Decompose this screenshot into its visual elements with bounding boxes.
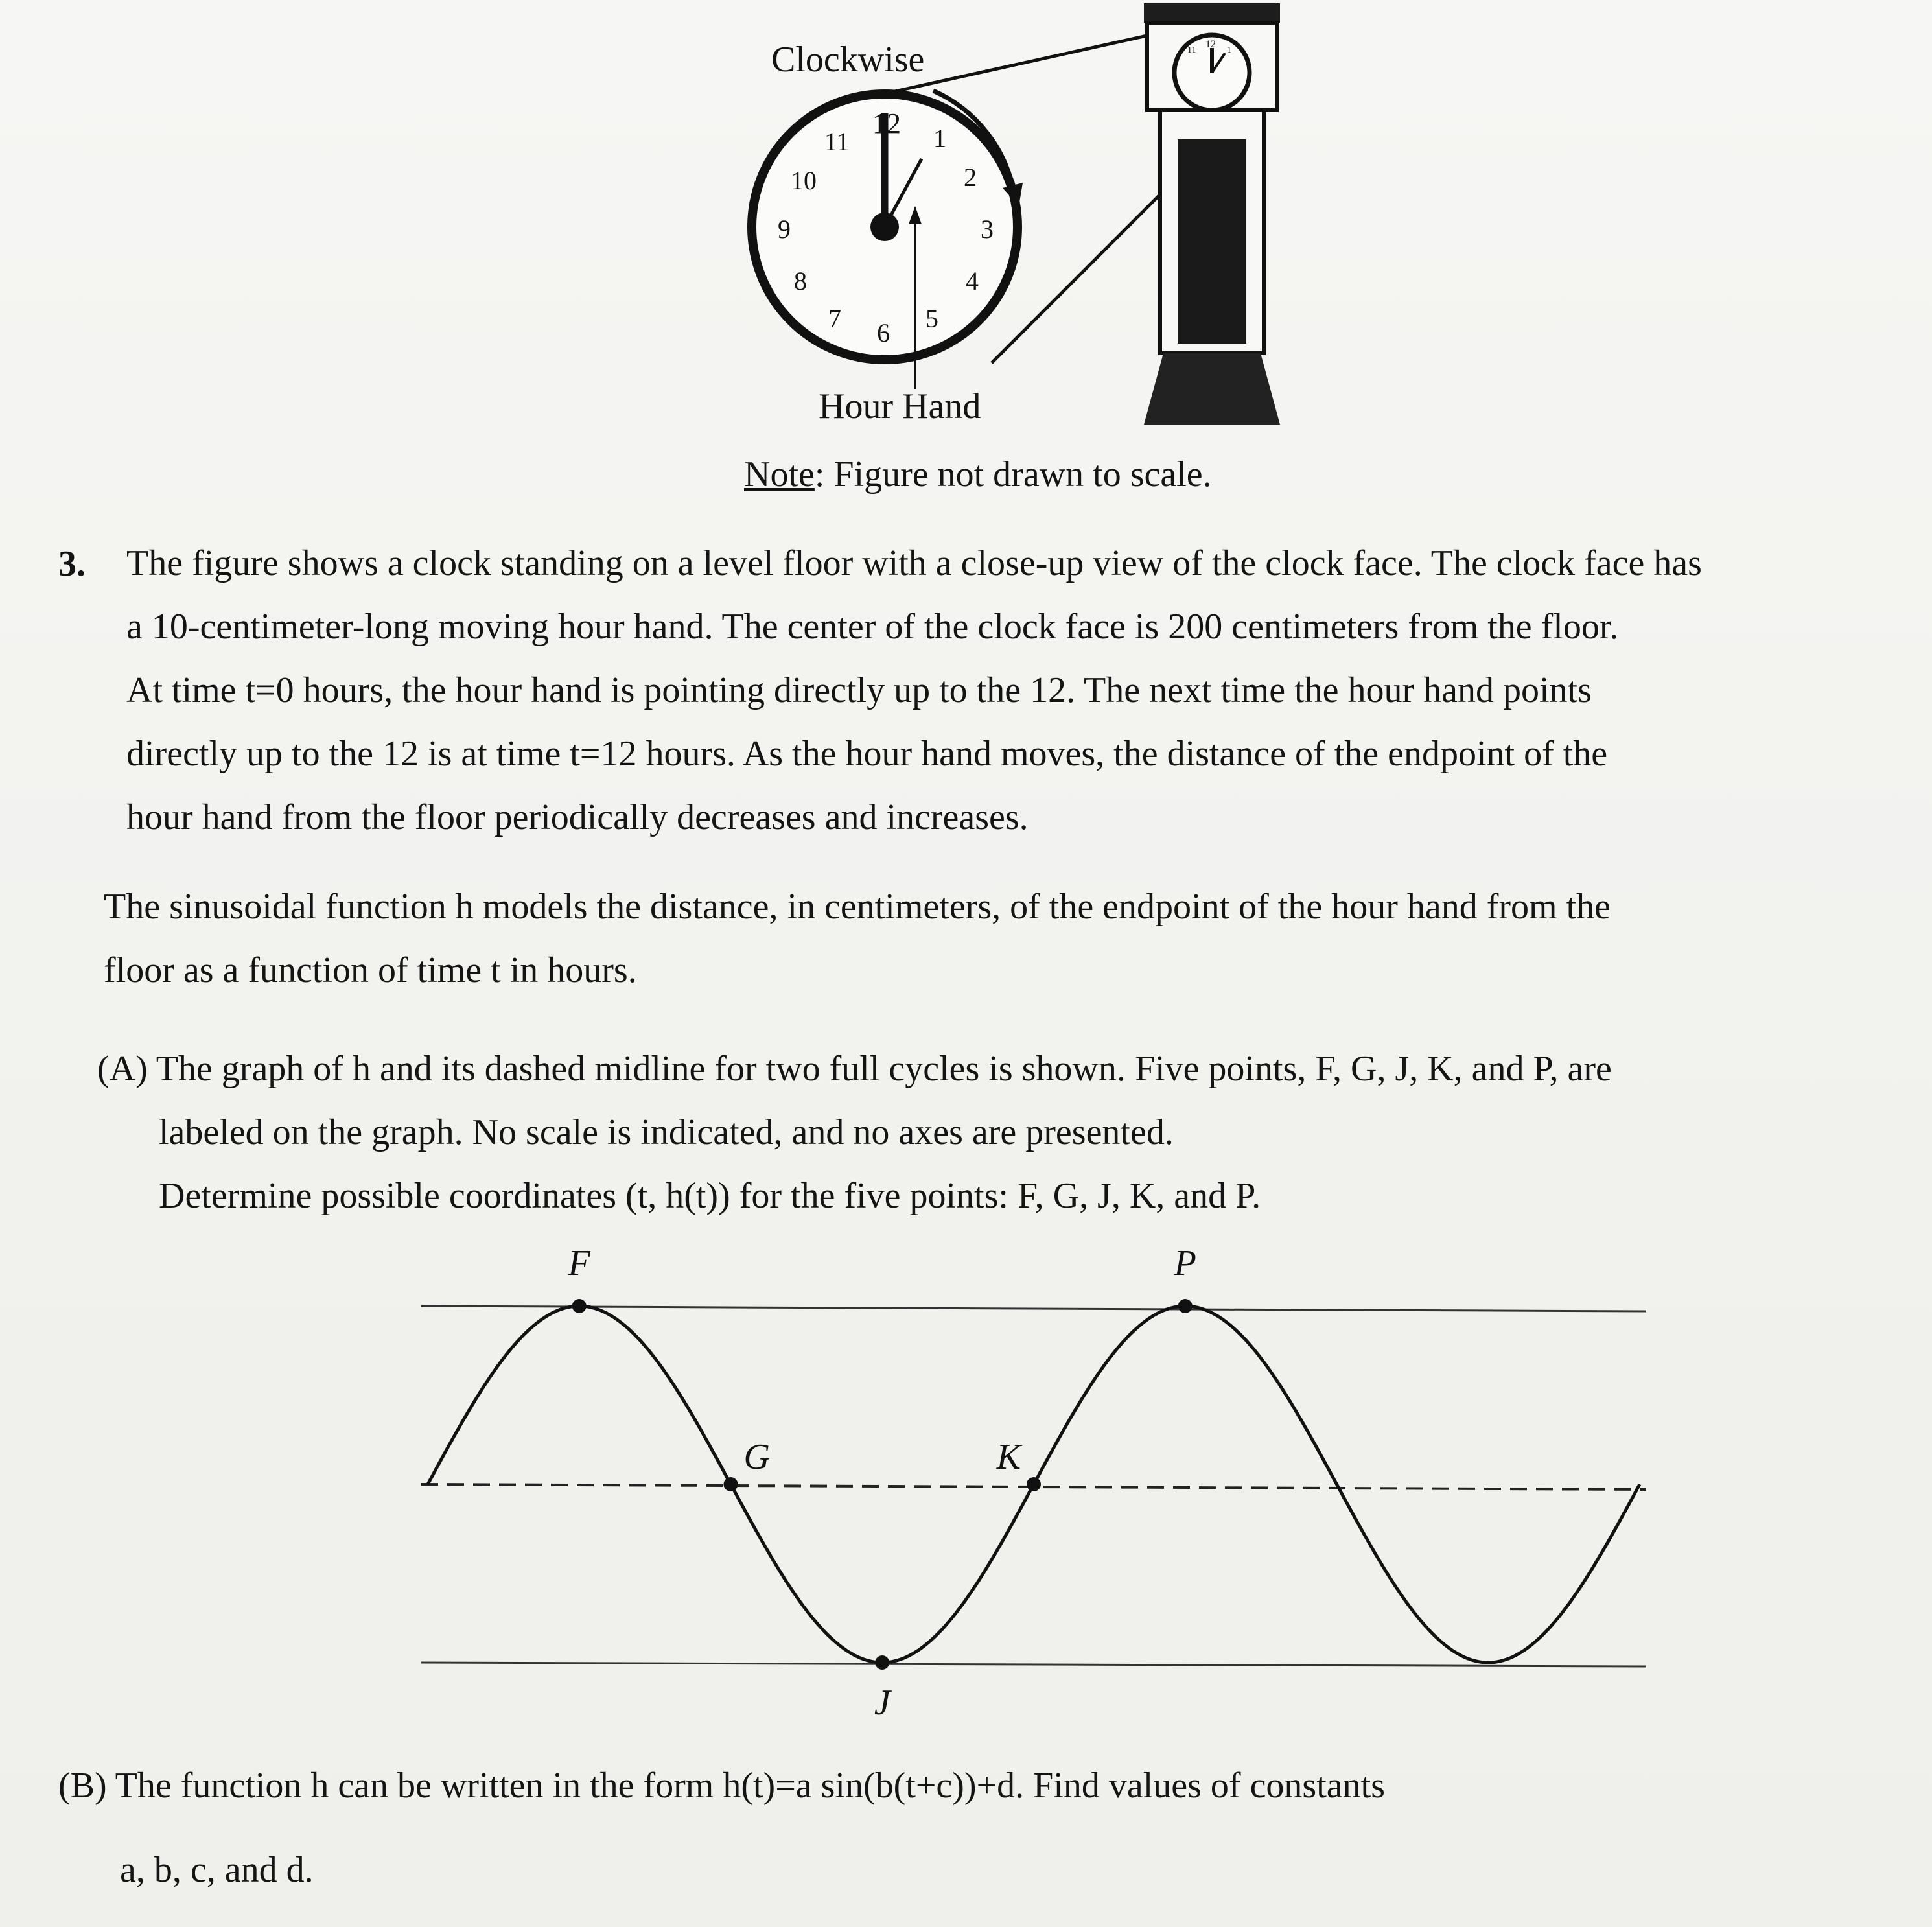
sinusoid-graph [415, 1243, 1659, 1723]
model-line: The sinusoidal function h models the distance, in centimeters, of the endpoint of the hour hand from the [104, 887, 1611, 927]
clock-number-12: 12 [872, 108, 901, 139]
point-label-K: K [996, 1437, 1021, 1477]
clock-number-1: 1 [933, 124, 946, 153]
hour-hand-label: Hour Hand [819, 386, 981, 426]
part-b-line: (B) The function h can be written in the form h(t)=a sin(b(t+c))+d. Find values of constants [58, 1766, 1385, 1806]
note-text: : Figure not drawn to scale. [814, 454, 1212, 495]
point-K [1027, 1477, 1041, 1491]
note-label: Note [744, 454, 815, 495]
intro-line: directly up to the 12 is at time t=12 hours. As the hour hand moves, the distance of the endpoint of the [126, 734, 1608, 774]
intro-line: a 10-centimeter-long moving hour hand. The center of the clock face is 200 centimeters from the floor. [126, 607, 1619, 647]
intro-line: hour hand from the floor periodically decreases and increases. [126, 797, 1029, 837]
part-a-line: (A) The graph of h and its dashed midline for two full cycles is shown. Five points, F, G, J, K, and P, are [97, 1049, 1612, 1089]
clock-number-5: 5 [925, 304, 938, 333]
small-clock-number-12: 12 [1205, 39, 1216, 50]
clock-number-3: 3 [981, 215, 994, 244]
part-a [97, 1037, 1886, 1228]
point-label-G: G [743, 1437, 770, 1477]
figure-note [744, 454, 1212, 495]
part-a-line: labeled on the graph. No scale is indicated, and no axes are presented. [159, 1112, 1174, 1152]
clock-number-7: 7 [828, 304, 841, 333]
model-description [104, 875, 1892, 1002]
clock-number-2: 2 [964, 163, 977, 192]
min-line [421, 1663, 1646, 1666]
clock-number-9: 9 [778, 215, 791, 244]
question-intro [126, 531, 1876, 849]
part-a-line: Determine possible coordinates (t, h(t)) for the five points: F, G, J, K, and P. [159, 1176, 1261, 1216]
clock-number-10: 10 [791, 166, 817, 195]
question-number: 3. [58, 544, 86, 584]
point-label-P: P [1174, 1243, 1196, 1283]
point-F [572, 1299, 587, 1313]
point-G [724, 1477, 738, 1491]
small-clock-number-1: 1 [1227, 45, 1231, 55]
max-line [421, 1306, 1646, 1311]
point-label-F: F [568, 1243, 590, 1283]
intro-line: At time t=0 hours, the hour hand is pointing directly up to the 12. The next time the hour hand points [126, 670, 1592, 710]
part-b-line: a, b, c, and d. [120, 1850, 314, 1890]
clock-number-11: 11 [824, 127, 850, 156]
point-label-J: J [874, 1683, 890, 1723]
point-P [1178, 1299, 1193, 1313]
point-J [875, 1655, 889, 1670]
intro-line: The figure shows a clock standing on a level floor with a close-up view of the clock face. The clock face has [126, 543, 1702, 583]
model-line: floor as a function of time t in hours. [104, 950, 637, 990]
clock-number-8: 8 [794, 266, 807, 296]
clock-number-6: 6 [877, 318, 890, 347]
small-clock-number-11: 11 [1187, 45, 1196, 55]
clock-number-4: 4 [966, 266, 979, 296]
clockwise-label: Clockwise [771, 40, 925, 80]
part-b [58, 1744, 1873, 1912]
